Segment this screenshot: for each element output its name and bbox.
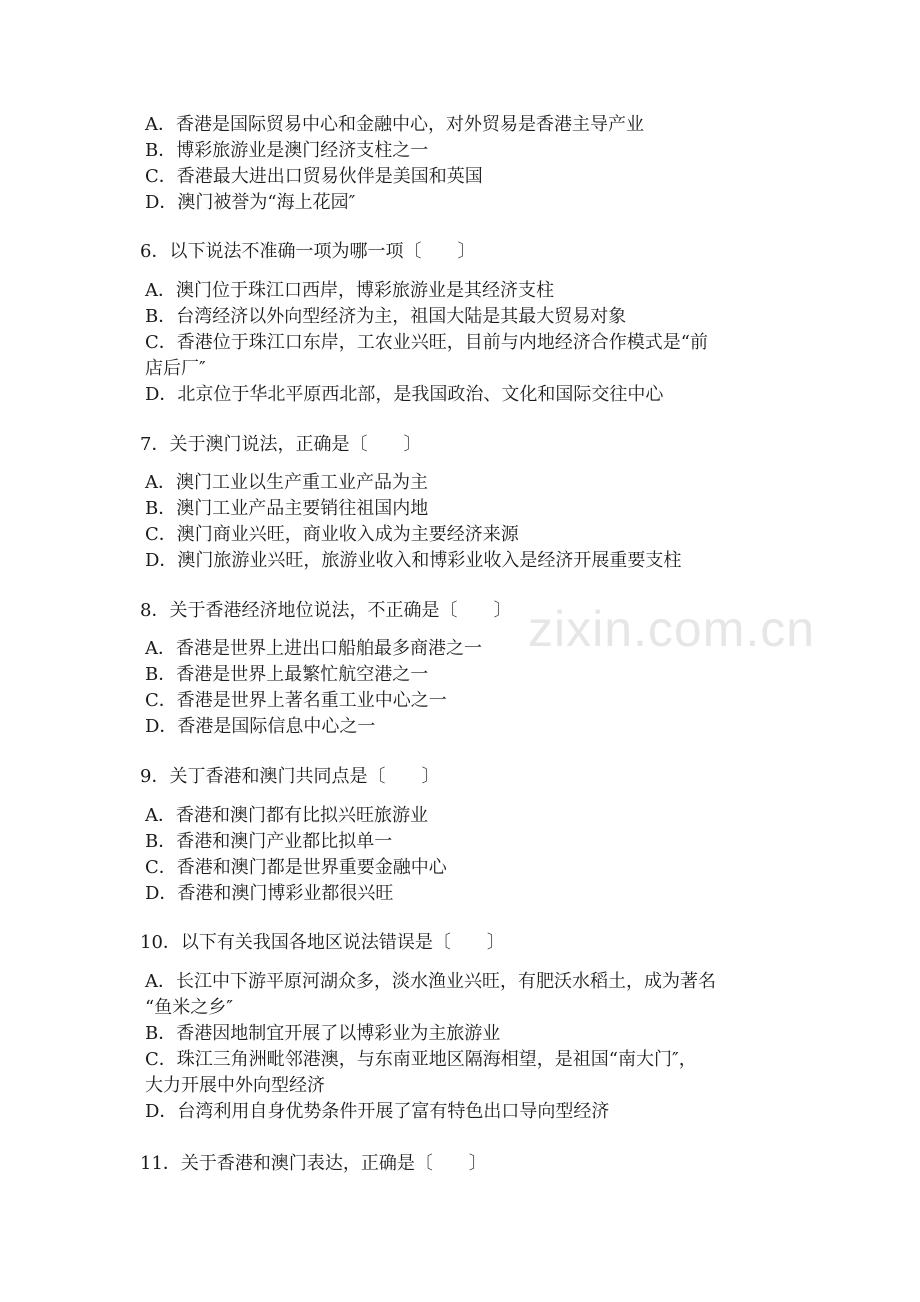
q9-option-d: D．香港和澳门博彩业都很兴旺 (145, 883, 394, 904)
q6-option-b: B．台湾经济以外向型经济为主，祖国大陆是其最大贸易对象 (145, 306, 627, 327)
q6-option-c-cont: 店后厂″ (145, 358, 206, 379)
q6-option-c: C．香港位于珠江口东岸，工农业兴旺，目前与内地经济合作模式是“前 (145, 332, 708, 353)
q10-option-b: B．香港因地制宜开展了以博彩业为主旅游业 (145, 1023, 501, 1044)
q7-option-d: D．澳门旅游业兴旺，旅游业收入和博彩业收入是经济开展重要支柱 (145, 550, 682, 571)
q8-option-b: B．香港是世界上最繁忙航空港之一 (145, 664, 429, 685)
q11-stem: 11．关于香港和澳门表达，正确是〔 〕 (140, 1153, 487, 1174)
q9-option-b: B．香港和澳门产业都比拟单一 (145, 831, 393, 852)
q10-option-c: C．珠江三角洲毗邻港澳，与东南亚地区隔海相望，是祖国“南大门″， (145, 1049, 697, 1070)
q9-option-c: C．香港和澳门都是世界重要金融中心 (145, 857, 447, 878)
q5-option-c: C．香港最大进出口贸易伙伴是美国和英国 (145, 166, 483, 187)
q10-option-d: D．台湾利用自身优势条件开展了富有特色出口导向型经济 (145, 1101, 610, 1122)
q7-stem: 7．关于澳门说法，正确是〔 〕 (140, 434, 422, 455)
q9-option-a: A．香港和澳门都有比拟兴旺旅游业 (145, 805, 428, 826)
q10-option-c-cont: 大力开展中外向型经济 (145, 1075, 325, 1096)
q6-stem: 6．以下说法不准确一项为哪一项〔 〕 (140, 241, 476, 262)
watermark: zixin.com.cn (528, 601, 816, 657)
q5-option-a: A．香港是国际贸易中心和金融中心，对外贸易是香港主导产业 (145, 114, 644, 135)
q9-stem: 9．关丁香港和澳门共同点是〔 〕 (140, 766, 440, 787)
q7-option-a: A．澳门工业以生产重工业产品为主 (145, 472, 428, 493)
q8-stem: 8．关于香港经济地位说法，不正确是〔 〕 (140, 600, 512, 621)
q5-option-b: B．博彩旅游业是澳门经济支柱之一 (145, 140, 429, 161)
q5-option-d: D．澳门被誉为“海上花园″ (145, 192, 356, 213)
q10-option-a-cont: “鱼米之乡″ (145, 997, 233, 1018)
q10-option-a: A．长江中下游平原河湖众多，淡水渔业兴旺，有肥沃水稻土，成为著名 (145, 971, 716, 992)
q7-option-c: C．澳门商业兴旺，商业收入成为主要经济来源 (145, 524, 519, 545)
q6-option-d: D．北京位于华北平原西北部，是我国政治、文化和国际交往中心 (145, 384, 664, 405)
q8-option-c: C．香港是世界上著名重工业中心之一 (145, 690, 447, 711)
q10-stem: 10．以下有关我国各地区说法错误是〔 〕 (140, 932, 505, 953)
q8-option-d: D．香港是国际信息中心之一 (145, 716, 376, 737)
q8-option-a: A．香港是世界上进出口船舶最多商港之一 (145, 638, 482, 659)
q6-option-a: A．澳门位于珠江口西岸，博彩旅游业是其经济支柱 (145, 280, 554, 301)
q7-option-b: B．澳门工业产品主要销往祖国内地 (145, 498, 429, 519)
